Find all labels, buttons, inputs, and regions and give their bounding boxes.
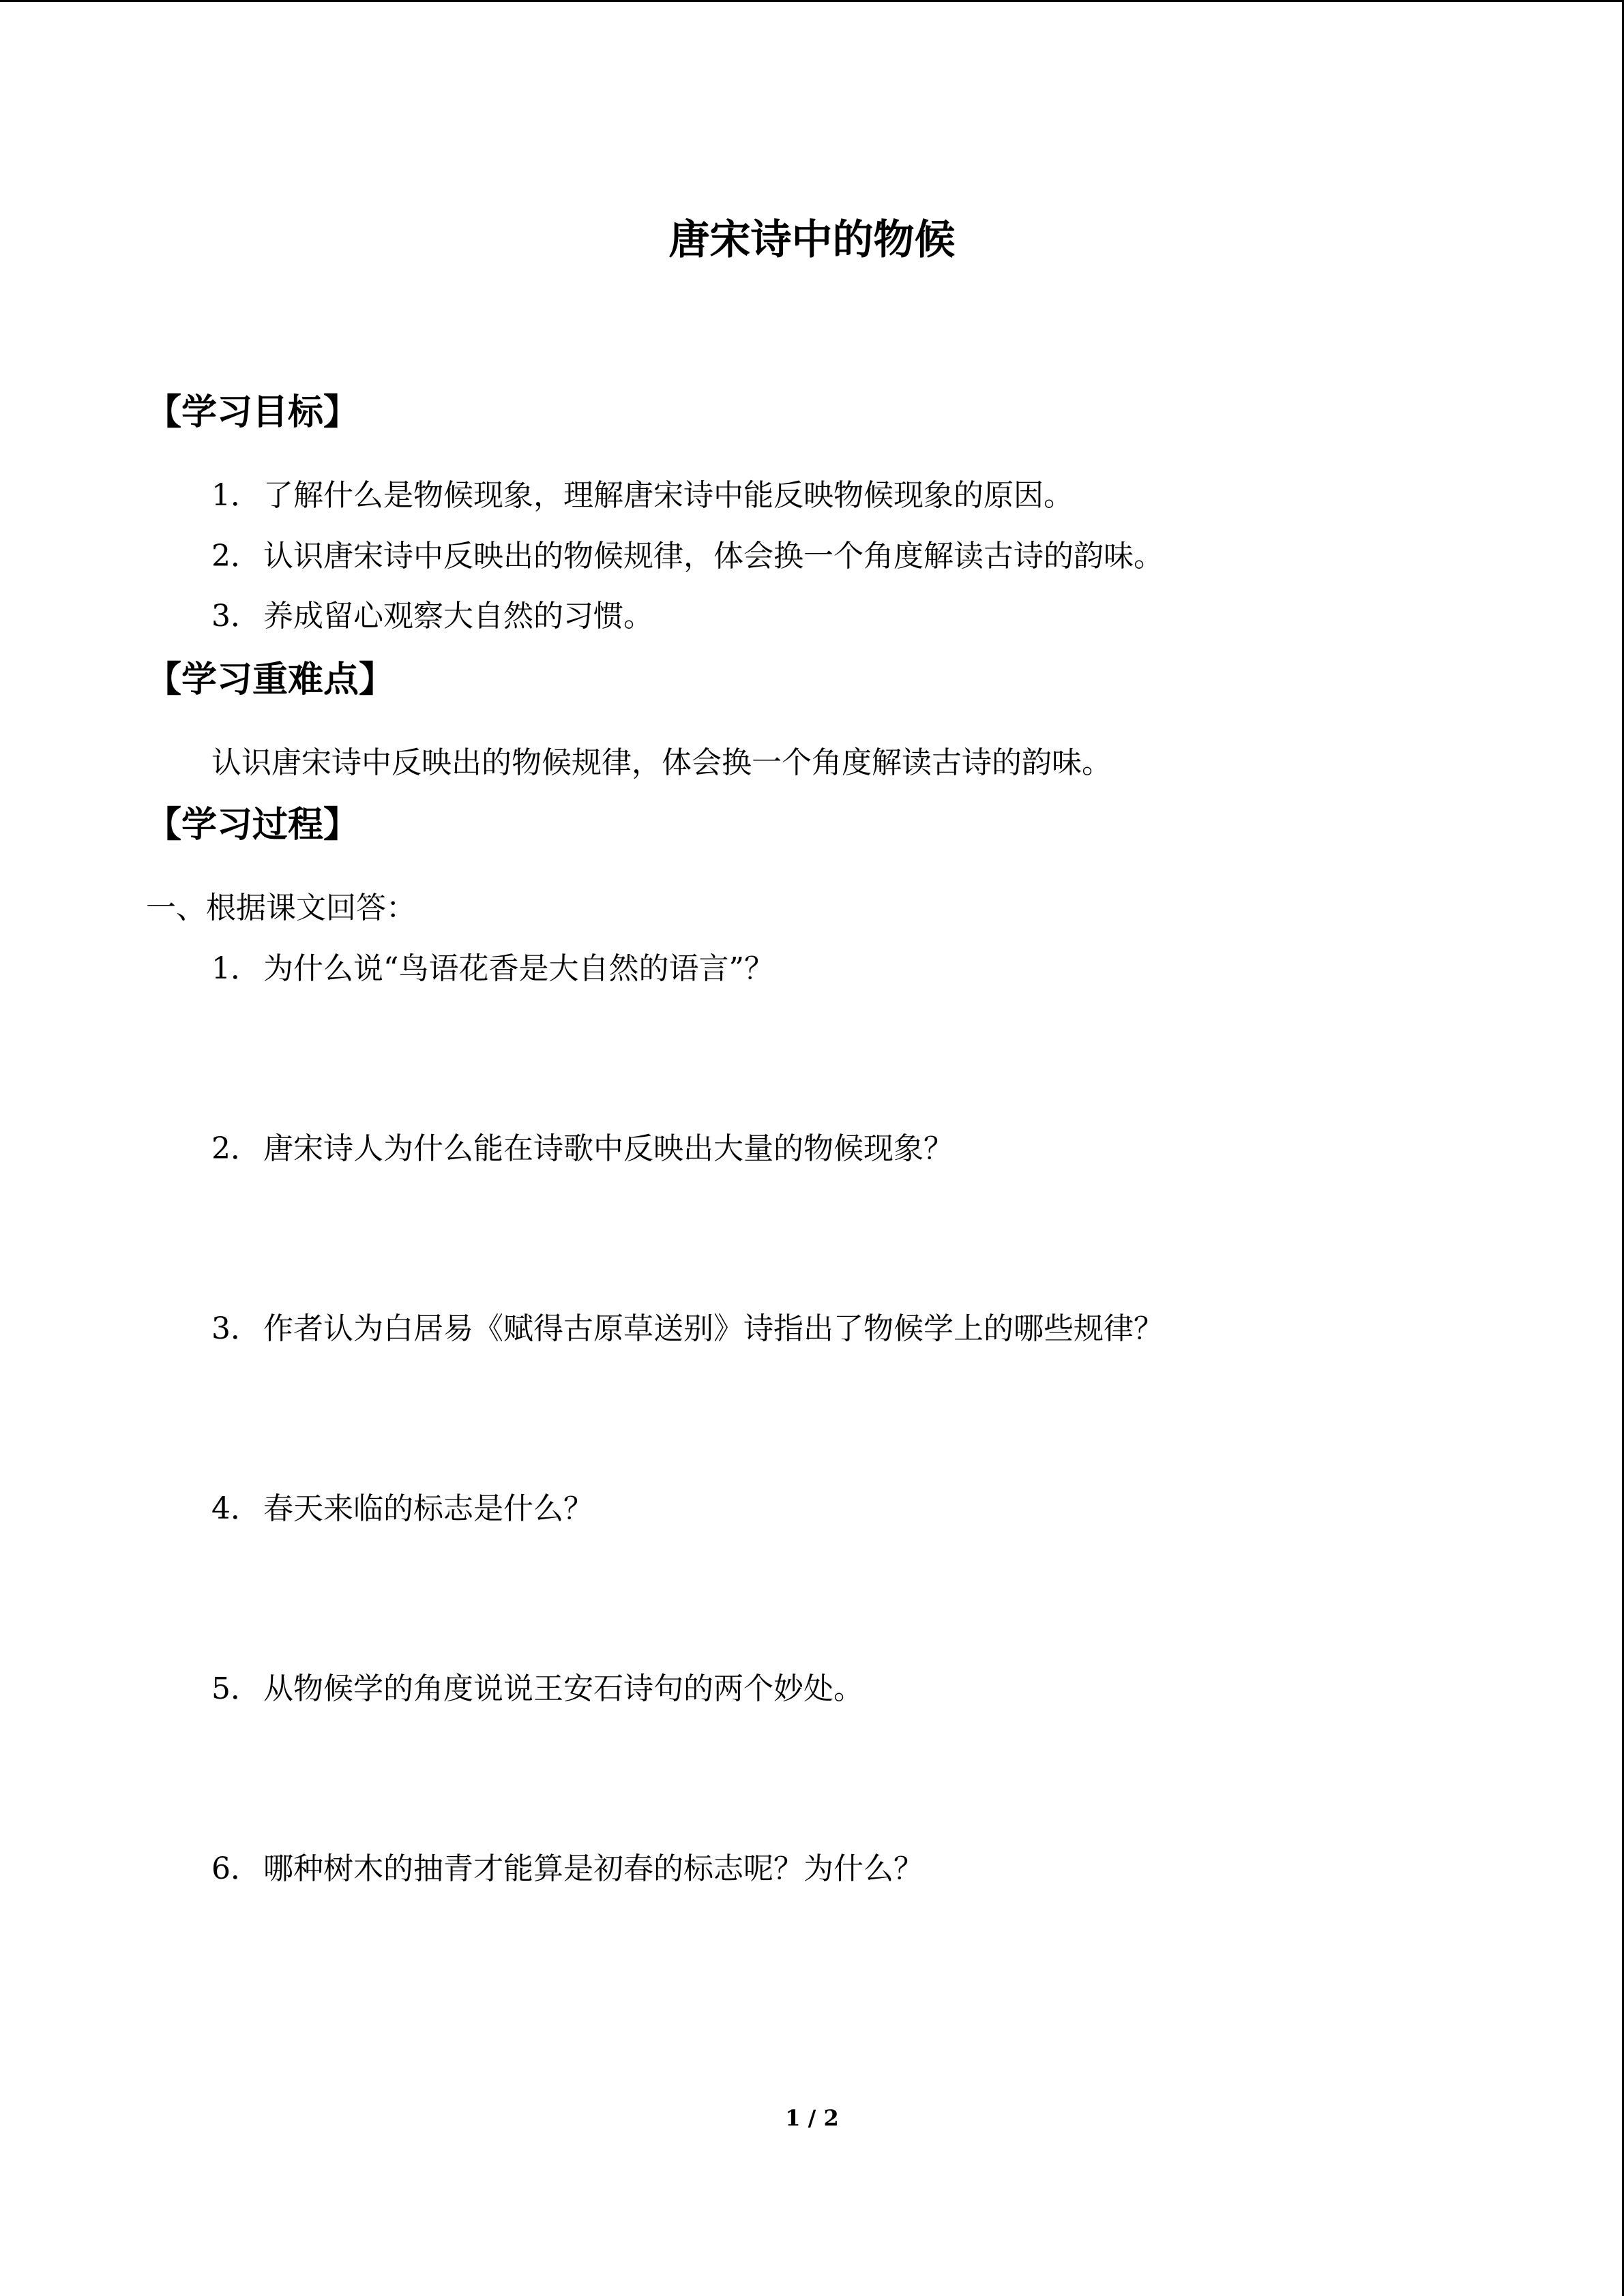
question-item [211, 1309, 1164, 1350]
question-number: 4． [211, 1491, 261, 1526]
goal-number: 3． [211, 599, 261, 633]
question-number: 1． [211, 951, 261, 986]
goal-item [211, 596, 653, 637]
question-number: 2． [211, 1131, 261, 1166]
goals-heading: 【学习目标】 [146, 392, 359, 433]
question-number: 5． [211, 1671, 261, 1706]
question-item [211, 1129, 954, 1169]
goal-item [211, 536, 1164, 577]
goal-number: 2． [211, 539, 261, 573]
question-text: 为什么说“鸟语花香是大自然的语言”？ [263, 951, 774, 986]
question-text: 从物候学的角度说说王安石诗句的两个妙处。 [263, 1671, 863, 1706]
question-text: 唐宋诗人为什么能在诗歌中反映出大量的物候现象？ [263, 1131, 954, 1166]
goal-number: 1． [211, 478, 261, 513]
section-one-title: 一、根据课文回答： [146, 891, 416, 925]
document-title: 唐宋诗中的物候 [668, 216, 956, 264]
goal-text: 认识唐宋诗中反映出的物候规律，体会换一个角度解读古诗的韵味。 [263, 539, 1164, 573]
question-text: 作者认为白居易《赋得古原草送别》诗指出了物候学上的哪些规律？ [263, 1311, 1164, 1346]
question-item [211, 1489, 593, 1530]
question-item [211, 949, 774, 989]
page-number: 1 / 2 [785, 2105, 839, 2131]
process-heading: 【学习过程】 [146, 805, 359, 846]
question-number: 6． [211, 1851, 261, 1886]
goal-text: 养成留心观察大自然的习惯。 [263, 599, 653, 633]
question-text: 哪种树木的抽青才能算是初春的标志呢？为什么？ [263, 1851, 924, 1886]
goal-item [211, 475, 1074, 516]
question-number: 3． [211, 1311, 261, 1346]
goal-text: 了解什么是物候现象，理解唐宋诗中能反映物候现象的原因。 [263, 478, 1074, 513]
key-points-heading: 【学习重难点】 [146, 659, 395, 700]
question-text: 春天来临的标志是什么？ [263, 1491, 593, 1526]
key-points-text: 认识唐宋诗中反映出的物候规律，体会换一个角度解读古诗的韵味。 [211, 745, 1112, 780]
question-item [211, 1669, 863, 1710]
question-item [211, 1849, 924, 1890]
